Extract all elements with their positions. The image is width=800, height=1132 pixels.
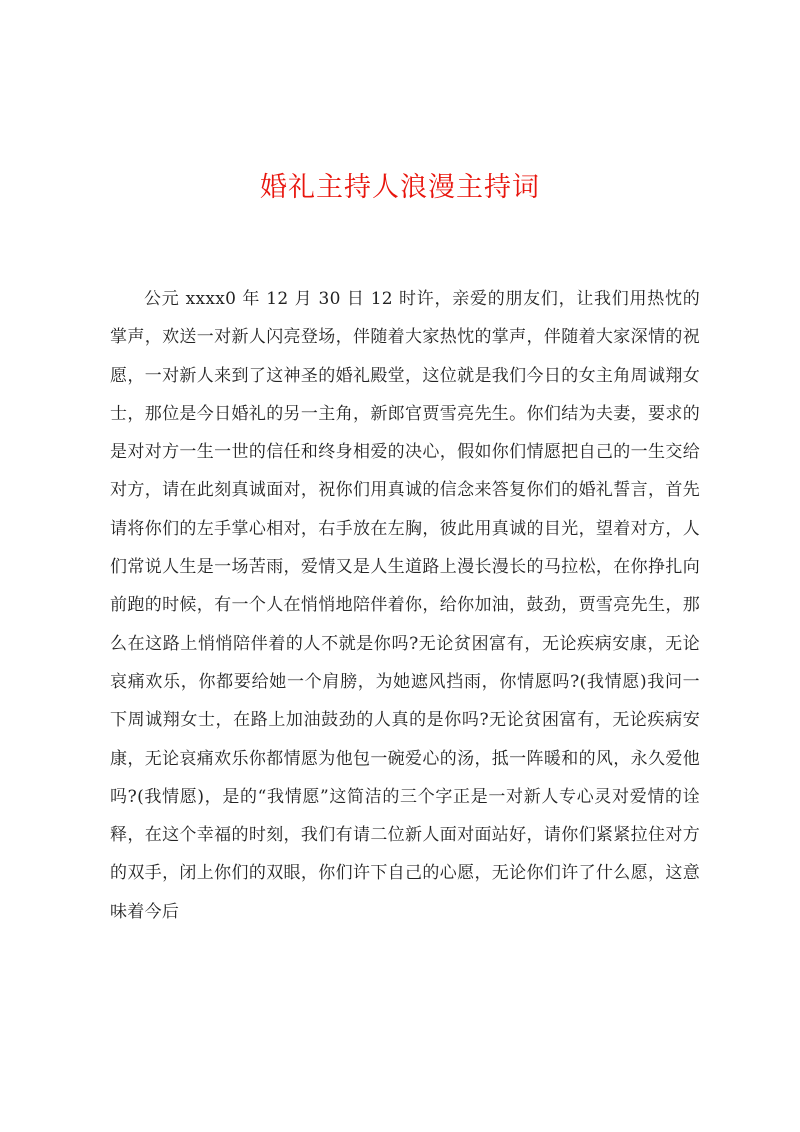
body-paragraph: 公元 xxxx0 年 12 月 30 日 12 时许，亲爱的朋友们，让我们用热忱的掌声，欢送一对新人闪亮登场，伴随着大家热忱的掌声，伴随着大家深情的祝愿，一对新人来到了这神圣的婚礼殿堂，这位就是我们今日的女主角周诚翔女士，那位是今日婚礼的另一主角，新郎官贾雪亮先生。你们结为夫妻，要求的是对对方一生一世的信任和终身相爱的决心，假如你们情愿把自己的一生交给对方，请在此刻真诚面对，祝你们用真诚的信念来答复你们的婚礼誓言，首先请将你们的左手掌心相对，右手放在左胸，彼此用真诚的目光，望着对方，人们常说人生是一场苦雨，爱情又是人生道路上漫长漫长的马拉松，在你挣扎向前跑的时候，有一个人在悄悄地陪伴着你，给你加油，鼓劲，贾雪亮先生，那么在这路上悄悄陪伴着的人不就是你吗?无论贫困富有，无论疾病安康，无论哀痛欢乐，你都要给她一个肩膀，为她遮风挡雨，你情愿吗?(我情愿)我问一下周诚翔女士，在路上加油鼓劲的人真的是你吗?无论贫困富有，无论疾病安康，无论哀痛欢乐你都情愿为他包一碗爱心的汤，抵一阵暖和的风，永久爱他吗?(我情愿)，是的“我情愿”这简洁的三个字正是一对新人专心灵对爱情的诠释，在这个幸福的时刻，我们有请二位新人面对面站好，请你们紧紧拉住对方的双手，闭上你们的双眼，你们许下自己的心愿，无论你们许了什么愿，这意味着今后: [110, 289, 700, 922]
document-title: 婚礼主持人浪漫主持词: [260, 172, 540, 203]
